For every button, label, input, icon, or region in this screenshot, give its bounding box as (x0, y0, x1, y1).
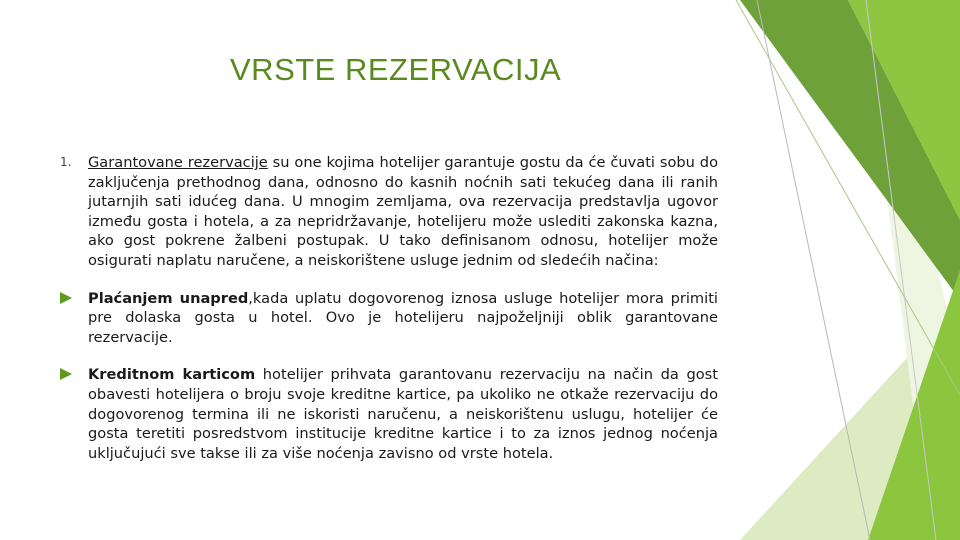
slide-title: VRSTE REZERVACIJA (230, 52, 562, 87)
item-paragraph (88, 365, 718, 463)
item-text: ,kada uplatu dogovorenog iznosa usluge hotelijer mora primiti pre dolaska gosta u hotel. Ovo je hotelijeru najpoželjniji oblik garantovane rezervacije. (88, 289, 718, 346)
item-text: hotelijer prihvata garantovanu rezervaciju na način da gost obavesti hotelijera o broju svoje kreditne kartice, pa ukoliko ne otkaže rezervaciju do dogovorenog termina ili ne iskoristi naručenu, a neiskorištenu uslugu, hotelijer će gosta teretiti posredstvom institucije kreditne kartice i to za iznos jednog noćenja uključujući sve takse ili za više noćenja zavisno od vrste hotela. (88, 366, 718, 462)
item-paragraph (88, 153, 718, 271)
arrow-bullet-icon (60, 292, 72, 304)
item-text: su one kojima hotelijer garantuje gostu da će čuvati sobu do zaključenja prethodnog dana, odnosno do kasnih noćnih sati tekućeg dana ili ranih jutarnjih sati idućeg dana. U mnogim zemljama, ova rezervacija predstavlja ugovor između gosta i hotela, a za nepridržavanje, hotelijeru može uslediti zakonska kazna, ako gost pokrene žalbeni postupak. U tako definisanom odnosu, hotelijer može osigurati naplatu naručene, a neiskorištene usluge jednim od sledećih načina: (88, 154, 718, 269)
list-number: 1. (60, 155, 72, 169)
item-lead-term: Garantovane rezervacije (88, 154, 268, 171)
list-item-kreditna-kartica (60, 365, 718, 463)
item-lead-term: Kreditnom karticom (88, 366, 256, 384)
list-item-garantovane (60, 153, 718, 271)
list-item-placanje-unapred (60, 289, 718, 348)
content-list (60, 153, 718, 481)
item-lead-term: Plaćanjem unapred (88, 289, 249, 307)
arrow-bullet-icon (60, 368, 72, 380)
item-paragraph (88, 289, 718, 348)
